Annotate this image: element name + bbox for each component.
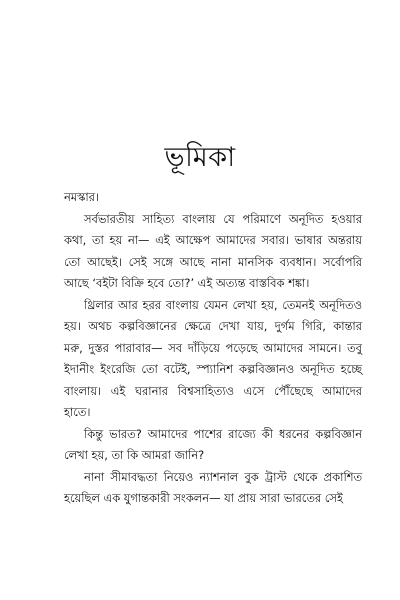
- paragraph: [64, 209, 362, 295]
- text-line: সর্বভারতীয় সাহিত্য বাংলায় যে পরিমাণে অনূদিত হওয়ার: [84, 211, 362, 226]
- paragraph: [64, 424, 362, 467]
- text-line: কিন্তু ভারত? আমাদের পাশের রাজ্যে কী ধরনের কল্পবিজ্ঞান: [84, 426, 362, 441]
- paragraph: [64, 295, 362, 424]
- text-line: তো আছেই। সেই সঙ্গে আছে নানা মানসিক ব্যবধান। সর্বোপরি: [64, 254, 362, 269]
- text-line: হাতে।: [64, 405, 91, 419]
- text-line: থ্রিলার আর হরর বাংলায় যেমন লেখা হয়, তেমনই অনূদিতও: [84, 297, 362, 312]
- page-title: ভূমিকা: [164, 142, 236, 173]
- text-line: নানা সীমাবদ্ধতা নিয়েও ন্যাশনাল বুক ট্রাস্ট থেকে প্রকাশিত: [84, 469, 362, 484]
- paragraph: [64, 467, 362, 510]
- text-line: বাংলায়। এই ঘরানার বিশ্বসাহিত্যও এসে পৌঁছেছে আমাদের: [64, 383, 362, 398]
- text-line: মরু, দুস্তর পারাবার— সব দাঁড়িয়ে পড়েছে আমাদের সামনে। তবু: [64, 340, 362, 355]
- text-line: কথা, তা হয় না— এই আক্ষেপ আমাদের সবার। ভাষার অন্তরায়: [64, 233, 362, 247]
- paragraph: [64, 187, 362, 209]
- body-text: [64, 187, 362, 510]
- text-line: হয়। অথচ কল্পবিজ্ঞানের ক্ষেত্রে দেখা যায়, দুর্গম গিরি, কান্তার: [64, 319, 362, 333]
- text-line: নমস্কার।: [64, 190, 99, 204]
- text-line: হয়েছিল এক যুগান্তকারী সংকলন— যা প্রায় সারা ভারতের সেই: [64, 491, 343, 505]
- text-line: ইদানীং ইংরেজি তো বটেই, স্প্যানিশ কল্পবিজ্ঞানও অনূদিত হচ্ছে: [64, 362, 362, 376]
- text-line: আছে ‘বইটা বিক্রি হবে তো?’ এই অত্যন্ত বাস্তবিক শঙ্কা।: [64, 276, 310, 290]
- text-line: লেখা হয়, তা কি আমরা জানি?: [64, 448, 205, 462]
